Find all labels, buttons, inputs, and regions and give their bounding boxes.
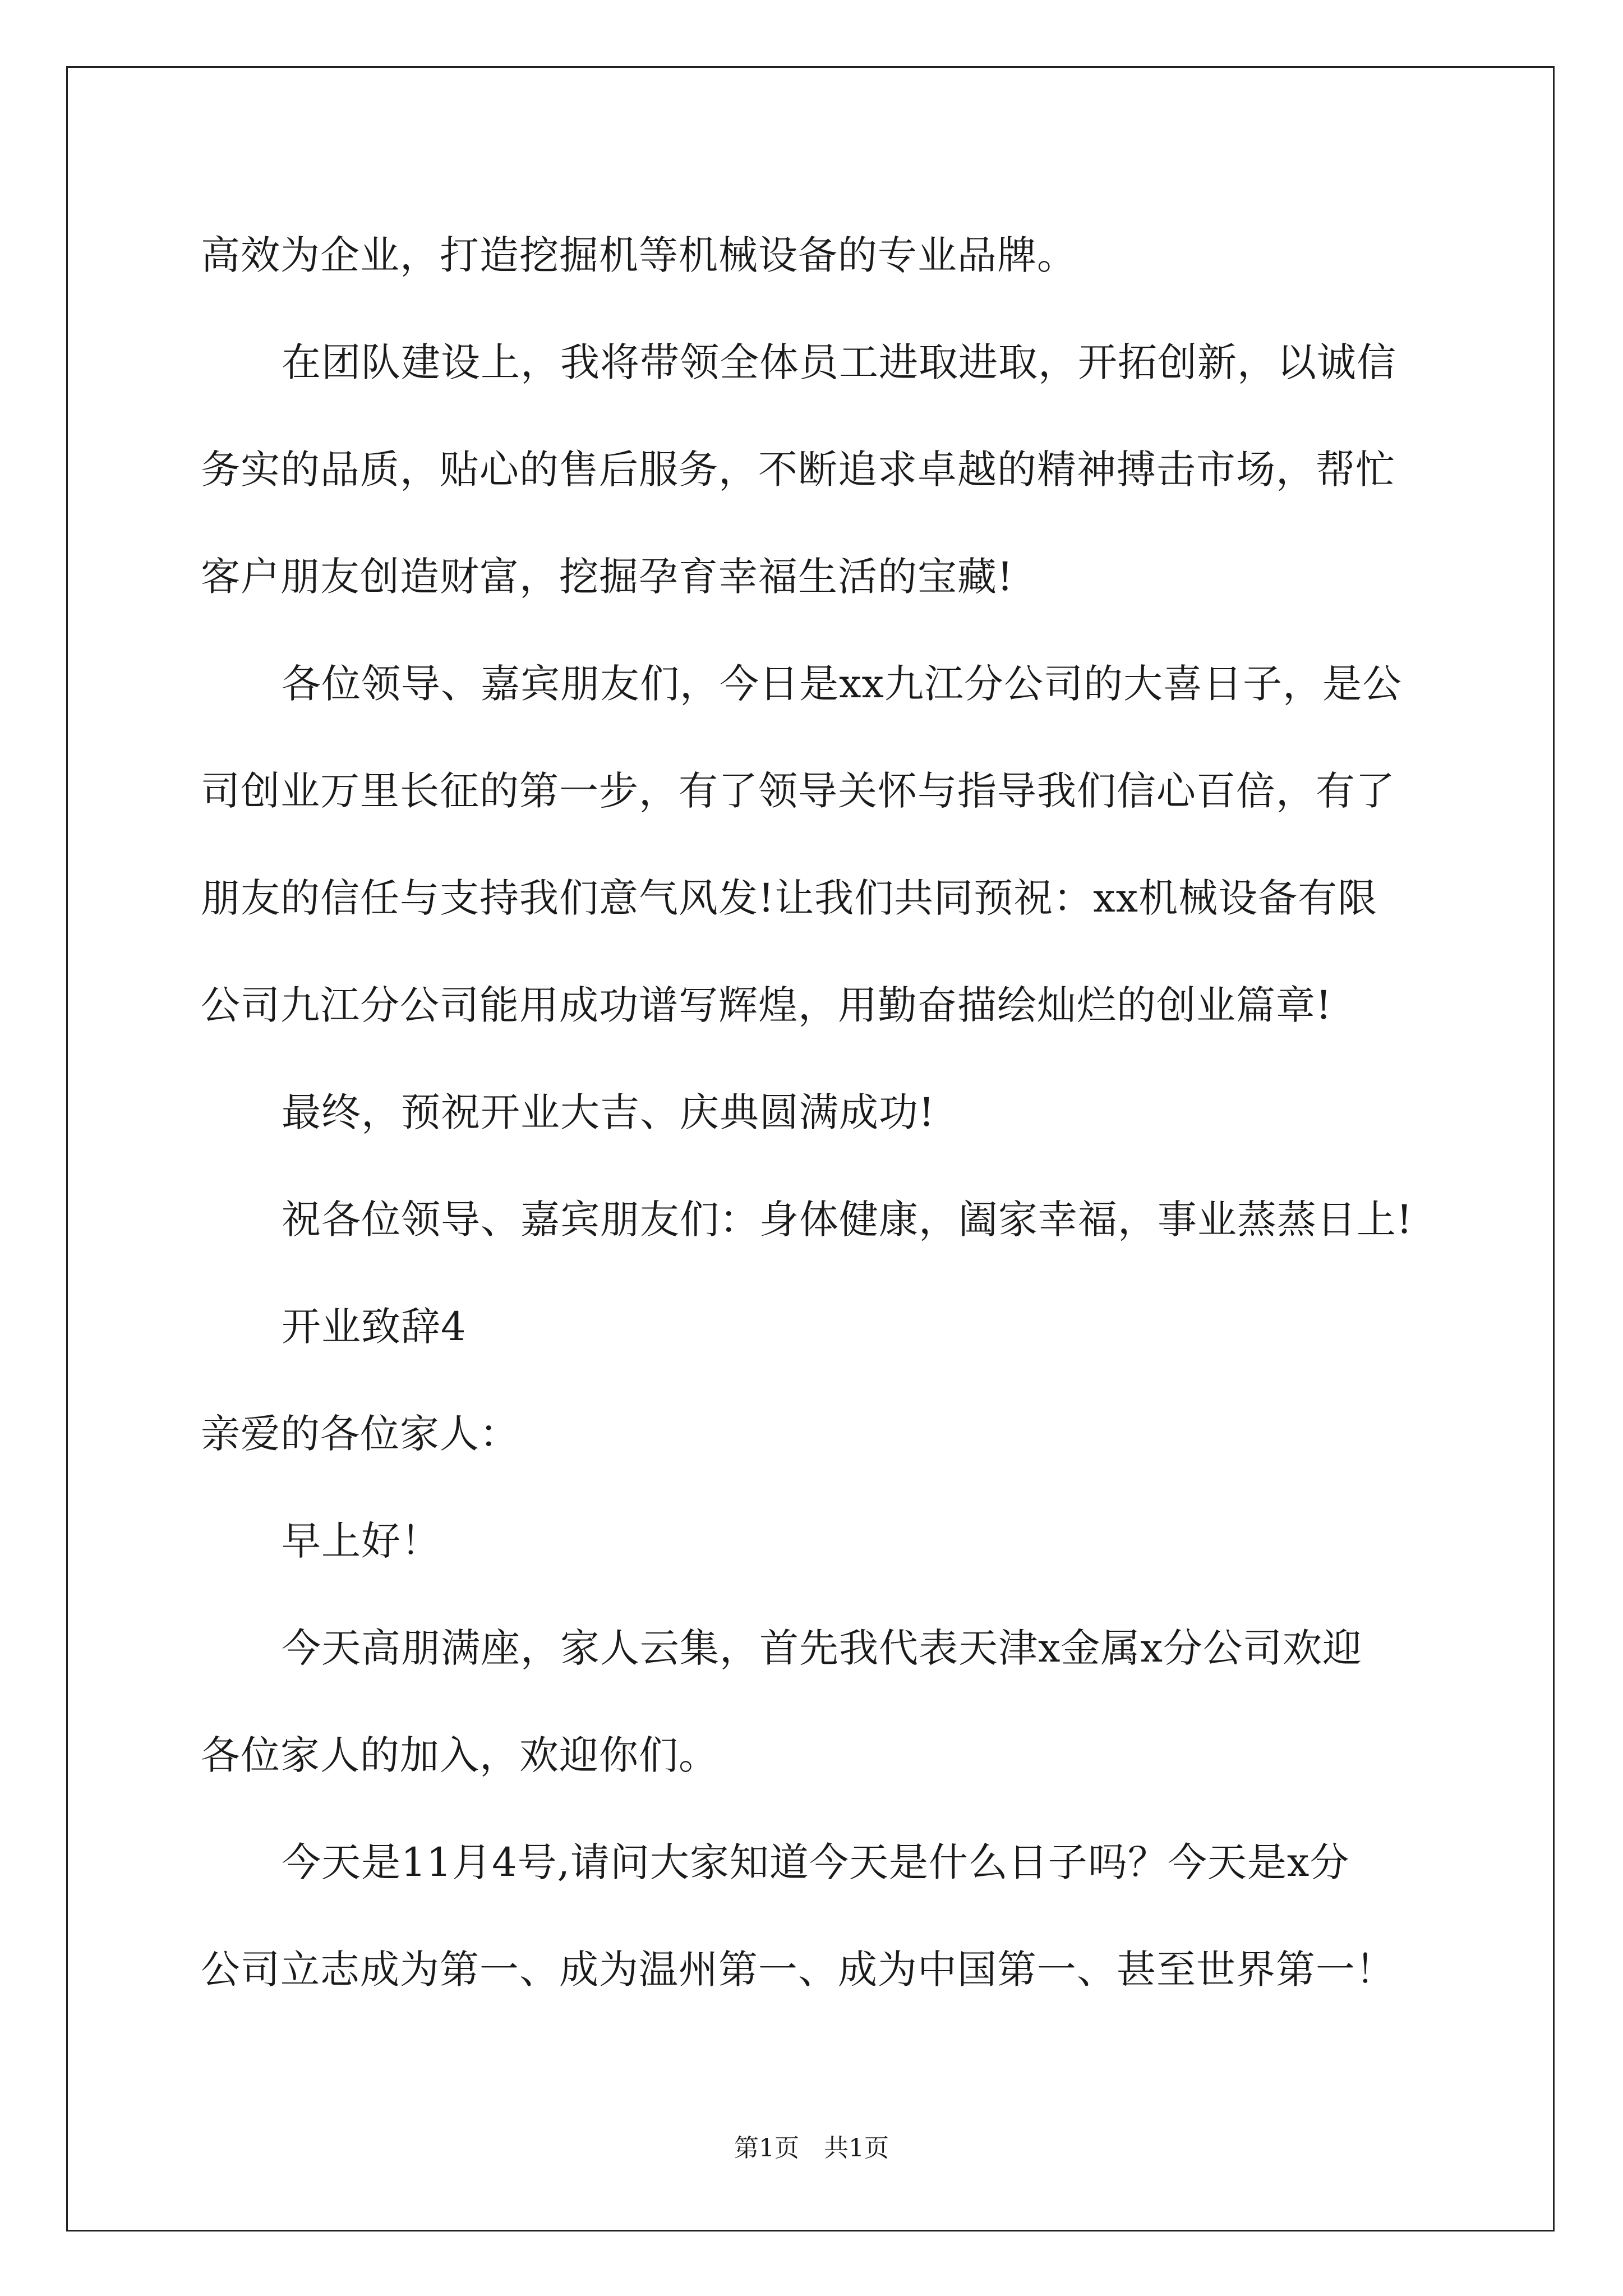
- line-14: 今天高朋满座，家人云集，首先我代表天津x金属x分公司欢迎: [282, 1625, 1362, 1671]
- salutation: 亲爱的各位家人：: [201, 1411, 519, 1457]
- greeting: 早上好！: [282, 1518, 441, 1564]
- line-4: 客户朋友创造财富，挖掘孕育幸福生活的宝藏!: [201, 554, 1014, 600]
- page-number: 第1页 共1页: [734, 2134, 889, 2162]
- line-7: 朋友的信任与支持我们意气风发!让我们共同预祝：xx机械设备有限: [201, 875, 1378, 921]
- line-16: 今天是11月4号,请问大家知道今天是什么日子吗？今天是x分: [282, 1839, 1350, 1885]
- line-8: 公司九江分公司能用成功谱写辉煌，用勤奋描绘灿烂的创业篇章!: [201, 982, 1332, 1028]
- line-1: 高效为企业，打造挖掘机等机械设备的专业品牌。: [201, 232, 1077, 278]
- document-body: [201, 202, 1423, 2023]
- line-10: 祝各位领导、嘉宾朋友们：身体健康，阖家幸福，事业蒸蒸日上!: [282, 1197, 1413, 1243]
- line-2: 在团队建设上，我将带领全体员工进取进取，开拓创新，以诚信: [282, 339, 1396, 385]
- line-3: 务实的品质，贴心的售后服务，不断追求卓越的精神搏击市场，帮忙: [201, 447, 1395, 493]
- line-17: 公司立志成为第一、成为温州第一、成为中国第一、甚至世界第一！: [201, 1947, 1395, 1993]
- line-6: 司创业万里长征的第一步，有了领导关怀与指导我们信心百倍，有了: [201, 768, 1395, 814]
- line-9: 最终，预祝开业大吉、庆典圆满成功!: [282, 1089, 935, 1135]
- page-footer: [0, 2132, 1623, 2165]
- section-heading: 开业致辞4: [282, 1304, 467, 1350]
- line-15: 各位家人的加入，欢迎你们。: [201, 1732, 718, 1778]
- line-5: 各位领导、嘉宾朋友们，今日是xx九江分公司的大喜日子，是公: [282, 661, 1402, 707]
